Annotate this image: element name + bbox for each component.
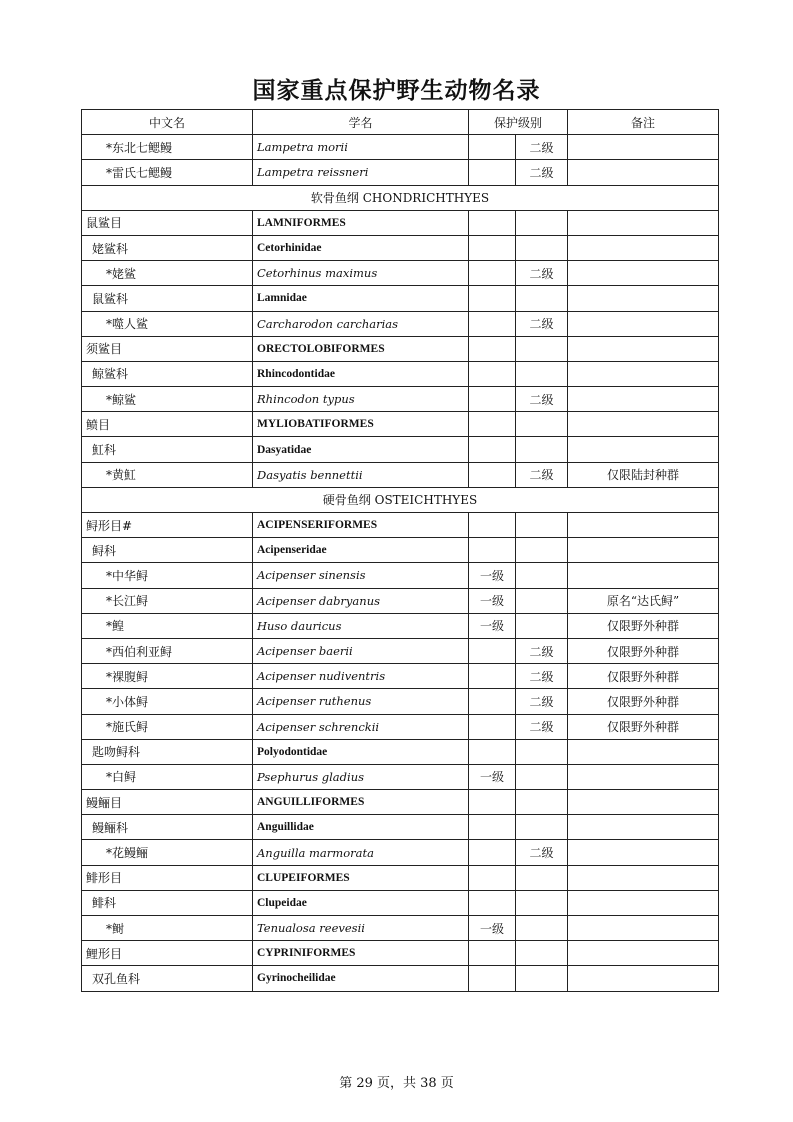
remarks-cell [568,890,719,915]
class-label: 软骨鱼纲 CHONDRICHTHYES [82,185,719,210]
table-header-row [82,110,719,135]
table-body [82,135,719,991]
level-two-cell [516,613,568,638]
remarks-cell [568,336,719,361]
scientific-name-cell: Cetorhinus maximus [253,261,469,286]
header-protection-level: 保护级别 [469,110,568,135]
level-one-cell [469,412,516,437]
species-row [82,160,719,185]
level-two-cell: 二级 [516,462,568,487]
level-one-cell: 一级 [469,588,516,613]
family-row [82,966,719,991]
level-one-cell [469,437,516,462]
level-one-cell [469,336,516,361]
level-one-cell [469,286,516,311]
chinese-name-cell: *鲥 [82,916,253,941]
chinese-name-cell: 鼠鲨目 [82,210,253,235]
level-two-cell: 二级 [516,387,568,412]
level-two-cell [516,966,568,991]
level-two-cell: 二级 [516,638,568,663]
chinese-name-cell: 鼠鲨科 [82,286,253,311]
level-two-cell: 二级 [516,664,568,689]
chinese-name-cell: 双孔鱼科 [82,966,253,991]
scientific-name-cell: Polyodontidae [253,739,469,764]
level-two-cell [516,563,568,588]
scientific-name-cell: Psephurus gladius [253,764,469,789]
scientific-name-cell: Carcharodon carcharias [253,311,469,336]
page-title: 国家重点保护野生动物名录 [252,78,541,104]
scientific-name-cell: Acipenser nudiventris [253,664,469,689]
scientific-name-cell: ORECTOLOBIFORMES [253,336,469,361]
scientific-name-cell: Cetorhinidae [253,235,469,260]
chinese-name-cell: 鲤形目 [82,941,253,966]
level-two-cell [516,286,568,311]
level-two-cell [516,412,568,437]
species-row [82,689,719,714]
level-one-cell [469,941,516,966]
chinese-name-cell: *白鲟 [82,764,253,789]
level-two-cell [516,890,568,915]
level-two-cell [516,361,568,386]
scientific-name-cell: ACIPENSERIFORMES [253,513,469,538]
chinese-name-cell: *中华鲟 [82,563,253,588]
scientific-name-cell: Acipenser sinensis [253,563,469,588]
header-scientific-name: 学名 [253,110,469,135]
chinese-name-cell: *西伯利亚鲟 [82,638,253,663]
page-footer: 第 29 页，共 38 页 [339,1076,454,1091]
scientific-name-cell: Dasyatis bennettii [253,462,469,487]
species-table [81,109,719,992]
scientific-name-cell: Huso dauricus [253,613,469,638]
species-row [82,916,719,941]
level-one-cell: 一级 [469,764,516,789]
level-two-cell [516,941,568,966]
order-row [82,210,719,235]
level-one-cell [469,210,516,235]
scientific-name-cell: Clupeidae [253,890,469,915]
level-two-cell [516,815,568,840]
species-row [82,638,719,663]
scientific-name-cell: ANGUILLIFORMES [253,790,469,815]
scientific-name-cell: Lamnidae [253,286,469,311]
chinese-name-cell: *裸腹鲟 [82,664,253,689]
chinese-name-cell: *花鳗鲡 [82,840,253,865]
level-two-cell [516,588,568,613]
level-one-cell [469,714,516,739]
family-row [82,437,719,462]
chinese-name-cell: 鳗鲡科 [82,815,253,840]
remarks-cell [568,387,719,412]
chinese-name-cell: 鲟科 [82,538,253,563]
class-row [82,185,719,210]
species-row [82,387,719,412]
scientific-name-cell: Rhincodontidae [253,361,469,386]
level-one-cell [469,890,516,915]
level-one-cell [469,261,516,286]
remarks-cell [568,261,719,286]
family-row [82,235,719,260]
level-two-cell [516,790,568,815]
family-row [82,361,719,386]
level-two-cell: 二级 [516,311,568,336]
order-row [82,336,719,361]
level-one-cell [469,135,516,160]
remarks-cell [568,412,719,437]
class-row [82,487,719,512]
remarks-cell [568,790,719,815]
remarks-cell [568,840,719,865]
level-two-cell [516,764,568,789]
level-two-cell [516,513,568,538]
species-row [82,135,719,160]
level-two-cell [516,336,568,361]
order-row [82,941,719,966]
remarks-cell: 仅限野外种群 [568,664,719,689]
chinese-name-cell: *小体鲟 [82,689,253,714]
scientific-name-cell: Anguilla marmorata [253,840,469,865]
level-one-cell: 一级 [469,613,516,638]
level-two-cell: 二级 [516,840,568,865]
level-one-cell [469,664,516,689]
header-chinese-name: 中文名 [82,110,253,135]
remarks-cell [568,764,719,789]
chinese-name-cell: 鲱科 [82,890,253,915]
chinese-name-cell: 匙吻鲟科 [82,739,253,764]
level-one-cell [469,865,516,890]
chinese-name-cell: 姥鲨科 [82,235,253,260]
order-row [82,513,719,538]
family-row [82,815,719,840]
chinese-name-cell: *鳇 [82,613,253,638]
scientific-name-cell: Acipenser schrenckii [253,714,469,739]
level-two-cell [516,235,568,260]
remarks-cell [568,865,719,890]
remarks-cell: 仅限野外种群 [568,638,719,663]
level-one-cell [469,638,516,663]
level-one-cell [469,361,516,386]
level-two-cell [516,739,568,764]
scientific-name-cell: Dasyatidae [253,437,469,462]
scientific-name-cell: Acipenser dabryanus [253,588,469,613]
scientific-name-cell: Anguillidae [253,815,469,840]
chinese-name-cell: 魟科 [82,437,253,462]
remarks-cell: 仅限陆封种群 [568,462,719,487]
scientific-name-cell: LAMNIFORMES [253,210,469,235]
level-one-cell [469,513,516,538]
species-row [82,714,719,739]
chinese-name-cell: *鲸鲨 [82,387,253,412]
chinese-name-cell: *雷氏七鳃鳗 [82,160,253,185]
chinese-name-cell: *噬人鲨 [82,311,253,336]
family-row [82,739,719,764]
remarks-cell [568,135,719,160]
remarks-cell [568,361,719,386]
scientific-name-cell: MYLIOBATIFORMES [253,412,469,437]
level-two-cell: 二级 [516,135,568,160]
level-one-cell [469,387,516,412]
scientific-name-cell: CYPRINIFORMES [253,941,469,966]
level-two-cell [516,916,568,941]
remarks-cell [568,563,719,588]
remarks-cell [568,513,719,538]
header-remarks: 备注 [568,110,719,135]
chinese-name-cell: *东北七鳃鳗 [82,135,253,160]
remarks-cell: 仅限野外种群 [568,689,719,714]
level-one-cell [469,160,516,185]
remarks-cell [568,941,719,966]
level-two-cell: 二级 [516,714,568,739]
remarks-cell [568,739,719,764]
family-row [82,286,719,311]
species-row [82,840,719,865]
level-one-cell [469,689,516,714]
family-row [82,890,719,915]
species-row [82,462,719,487]
remarks-cell [568,286,719,311]
remarks-cell [568,311,719,336]
remarks-cell [568,235,719,260]
chinese-name-cell: *黄魟 [82,462,253,487]
chinese-name-cell: 须鲨目 [82,336,253,361]
family-row [82,538,719,563]
level-two-cell: 二级 [516,689,568,714]
class-label: 硬骨鱼纲 OSTEICHTHYES [82,487,719,512]
order-row [82,865,719,890]
remarks-cell [568,966,719,991]
chinese-name-cell: 鲼目 [82,412,253,437]
species-row [82,764,719,789]
chinese-name-cell: 鳗鲡目 [82,790,253,815]
scientific-name-cell: Lampetra morii [253,135,469,160]
species-row [82,613,719,638]
chinese-name-cell: *施氏鲟 [82,714,253,739]
level-two-cell [516,865,568,890]
level-two-cell: 二级 [516,261,568,286]
remarks-cell: 仅限野外种群 [568,714,719,739]
chinese-name-cell: 鲟形目# [82,513,253,538]
remarks-cell [568,916,719,941]
scientific-name-cell: Rhincodon typus [253,387,469,412]
scientific-name-cell: Acipenser baerii [253,638,469,663]
species-row [82,311,719,336]
chinese-name-cell: 鲱形目 [82,865,253,890]
remarks-cell [568,437,719,462]
species-row [82,588,719,613]
level-one-cell: 一级 [469,916,516,941]
level-one-cell [469,311,516,336]
level-two-cell [516,538,568,563]
scientific-name-cell: Lampetra reissneri [253,160,469,185]
scientific-name-cell: CLUPEIFORMES [253,865,469,890]
scientific-name-cell: Gyrinocheilidae [253,966,469,991]
chinese-name-cell: *长江鲟 [82,588,253,613]
remarks-cell [568,160,719,185]
level-one-cell [469,462,516,487]
level-one-cell [469,235,516,260]
scientific-name-cell: Acipenser ruthenus [253,689,469,714]
level-one-cell [469,966,516,991]
remarks-cell: 原名“达氏鲟” [568,588,719,613]
species-row [82,563,719,588]
level-one-cell: 一级 [469,563,516,588]
chinese-name-cell: *姥鲨 [82,261,253,286]
level-one-cell [469,739,516,764]
scientific-name-cell: Tenualosa reevesii [253,916,469,941]
level-two-cell [516,437,568,462]
species-row [82,261,719,286]
level-two-cell: 二级 [516,160,568,185]
level-one-cell [469,815,516,840]
remarks-cell [568,538,719,563]
chinese-name-cell: 鲸鲨科 [82,361,253,386]
level-one-cell [469,538,516,563]
remarks-cell: 仅限野外种群 [568,613,719,638]
remarks-cell [568,210,719,235]
scientific-name-cell: Acipenseridae [253,538,469,563]
remarks-cell [568,815,719,840]
level-one-cell [469,840,516,865]
order-row [82,790,719,815]
species-row [82,664,719,689]
level-two-cell [516,210,568,235]
level-one-cell [469,790,516,815]
order-row [82,412,719,437]
